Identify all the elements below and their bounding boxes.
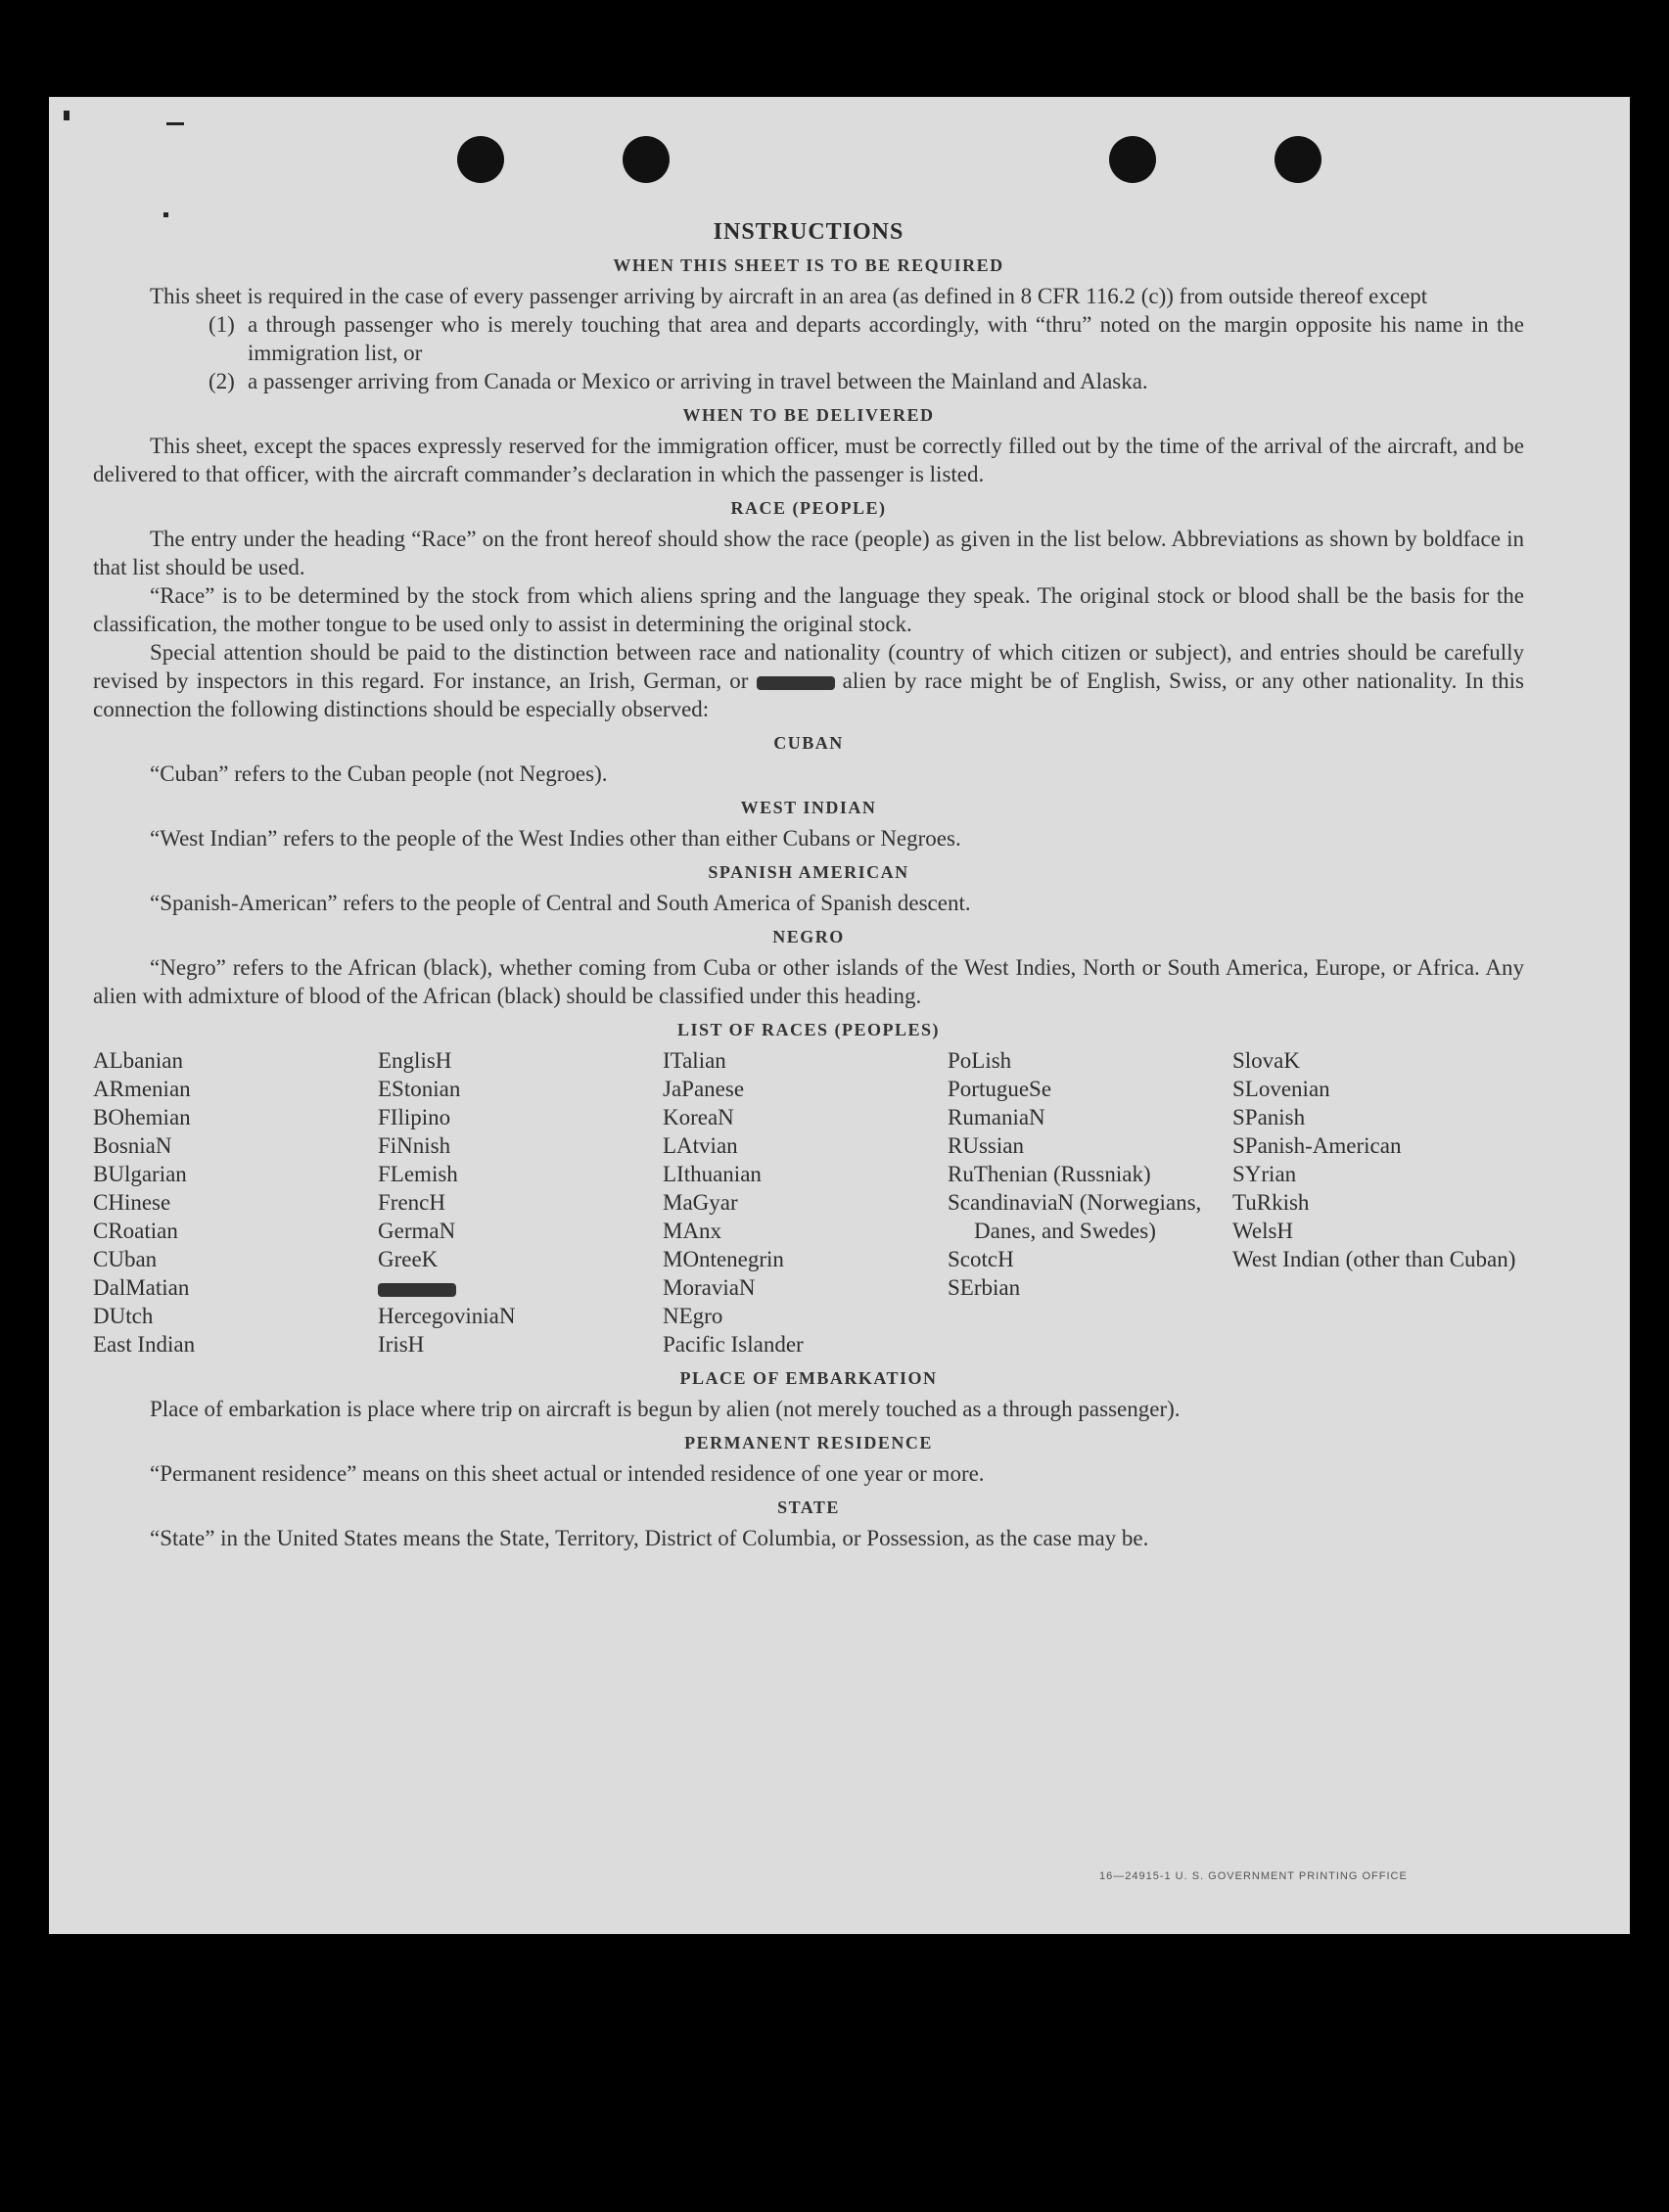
race-item: DUtch — [93, 1304, 154, 1328]
race-item: SPanish — [1232, 1105, 1306, 1129]
race-item: SlovaK — [1232, 1048, 1300, 1073]
punch-hole — [1275, 136, 1321, 183]
race-item: ITalian — [663, 1048, 726, 1073]
page-title: INSTRUCTIONS — [713, 219, 904, 245]
speck — [166, 122, 184, 125]
race-item: SYrian — [1232, 1162, 1297, 1186]
item-text: a through passenger who is merely touching that area and departs accordingly, with “thru” noted on the margin opposite his name in the immigration list, or — [248, 312, 1524, 365]
race-item: LIthuanian — [663, 1162, 762, 1186]
section-heading: RACE (PEOPLE) — [730, 498, 887, 518]
punch-hole — [623, 136, 670, 183]
race-item: RuThenian (Russniak) — [948, 1162, 1151, 1186]
race-item: GreeK — [378, 1247, 439, 1271]
race-item: LAtvian — [663, 1133, 738, 1158]
race-item: MOntenegrin — [663, 1247, 784, 1271]
paragraph-part: Special attention should be paid to the distinction between race and nationality (country of which citizen or subject), and entries should be carefully revised by inspectors in this regard. For instance, an Irish, German, or — [93, 640, 1524, 693]
race-item: West Indian (other than Cuban) — [1232, 1247, 1516, 1271]
race-item: ScandinaviaN (Norwegians, Danes, and Swedes) — [948, 1190, 1202, 1243]
paragraph — [93, 638, 1524, 723]
list-item — [209, 367, 1524, 395]
race-item: BosniaN — [93, 1133, 172, 1158]
race-column-2 — [378, 1046, 663, 1359]
race-item: SPanish-American — [1232, 1133, 1402, 1158]
instructions-content — [93, 219, 1524, 1552]
section-heading: LIST OF RACES (PEOPLES) — [676, 1020, 941, 1039]
paragraph: “West Indian” refers to the people of the West Indies other than either Cubans or Negroes. — [150, 826, 961, 851]
section-heading: STATE — [777, 1498, 840, 1517]
race-item: EnglisH — [378, 1048, 452, 1073]
race-item: PortugueSe — [948, 1077, 1052, 1101]
paragraph: “Permanent residence” means on this sheet actual or intended residence of one year or more. — [150, 1461, 985, 1486]
race-item: TuRkish — [1232, 1190, 1310, 1215]
redaction-mark — [378, 1283, 456, 1297]
speck — [64, 111, 70, 120]
punch-hole — [457, 136, 504, 183]
section-heading: WEST INDIAN — [740, 798, 877, 817]
paragraph: “Spanish-American” refers to the people of Central and South America of Spanish descent. — [150, 891, 971, 915]
race-column-1 — [93, 1046, 378, 1359]
item-number: (2) — [209, 369, 235, 393]
paragraph: “Cuban” refers to the Cuban people (not Negroes). — [150, 761, 608, 786]
race-item: RumaniaN — [948, 1105, 1045, 1129]
race-column-5 — [1232, 1046, 1517, 1359]
race-item: ALbanian — [93, 1048, 183, 1073]
paragraph: “Negro” refers to the African (black), whether coming from Cuba or other islands of the West Indies, North or South America, Europe, or Africa. Any alien with admixture of blood of the African (black) should be classified under this heading. — [93, 955, 1524, 1008]
race-item-redacted — [378, 1273, 663, 1302]
race-item: FIlipino — [378, 1105, 451, 1129]
race-item: CUban — [93, 1247, 158, 1271]
race-item: EStonian — [378, 1077, 461, 1101]
paragraph: This sheet, except the spaces expressly reserved for the immigration officer, must be correctly filled out by the time of the arrival of the aircraft, and be delivered to that officer, with the aircraft commander’s declaration in which the passenger is listed. — [93, 434, 1524, 486]
race-item: ScotcH — [948, 1247, 1014, 1271]
section-heading: PERMANENT RESIDENCE — [684, 1433, 933, 1452]
section-heading: PLACE OF EMBARKATION — [679, 1368, 938, 1388]
race-item: BOhemian — [93, 1105, 191, 1129]
race-item: FiNnish — [378, 1133, 451, 1158]
race-item: CRoatian — [93, 1219, 178, 1243]
race-item: JaPanese — [663, 1077, 745, 1101]
paragraph-part: alien by race might be of English, Swiss, or any other nationality. In this connection the following distinctions should be especially observed: — [93, 668, 1525, 721]
race-item: FLemish — [378, 1162, 458, 1186]
race-item: RUssian — [948, 1133, 1024, 1158]
race-item: ARmenian — [93, 1077, 191, 1101]
race-item: KoreaN — [663, 1105, 734, 1129]
race-item: MAnx — [663, 1219, 722, 1243]
section-heading: NEGRO — [772, 927, 845, 946]
item-text: a passenger arriving from Canada or Mexico or arriving in travel between the Mainland and Alaska. — [248, 369, 1148, 393]
race-item: MaGyar — [663, 1190, 738, 1215]
race-column-3 — [663, 1046, 948, 1359]
paragraph: The entry under the heading “Race” on the front hereof should show the race (people) as given in the list below. Abbreviations as shown by boldface in that list should be used. — [93, 527, 1524, 579]
race-item: GermaN — [378, 1219, 456, 1243]
race-item: MoraviaN — [663, 1275, 756, 1300]
punch-hole — [1109, 136, 1156, 183]
race-item: CHinese — [93, 1190, 171, 1215]
race-item: NEgro — [663, 1304, 723, 1328]
section-heading: WHEN THIS SHEET IS TO BE REQUIRED — [613, 255, 1004, 275]
section-heading: CUBAN — [773, 733, 844, 753]
race-item: DalMatian — [93, 1275, 190, 1300]
race-item: FrencH — [378, 1190, 445, 1215]
print-footer: 16—24915-1 U. S. GOVERNMENT PRINTING OFFICE — [1099, 1870, 1408, 1882]
item-number: (1) — [209, 312, 235, 337]
race-item: PoLish — [948, 1048, 1012, 1073]
race-column-4 — [948, 1046, 1232, 1359]
race-item: SErbian — [948, 1275, 1021, 1300]
list-item — [209, 310, 1524, 367]
paragraph: Place of embarkation is place where trip on aircraft is begun by alien (not merely touched as a through passenger). — [150, 1397, 1181, 1421]
race-item: WelsH — [1232, 1219, 1294, 1243]
section-heading: SPANISH AMERICAN — [708, 862, 909, 882]
race-list — [93, 1046, 1524, 1359]
race-item: Pacific Islander — [663, 1332, 804, 1357]
redaction-mark — [757, 676, 835, 690]
document-page — [49, 97, 1630, 1934]
speck — [163, 212, 168, 217]
paragraph: “State” in the United States means the State, Territory, District of Columbia, or Possession, as the case may be. — [150, 1526, 1149, 1550]
race-item: IrisH — [378, 1332, 425, 1357]
paragraph: “Race” is to be determined by the stock from which aliens spring and the language they speak. The original stock or blood shall be the basis for the classification, the mother tongue to be used only to assist in determining the original stock. — [93, 583, 1524, 636]
race-item: East Indian — [93, 1332, 196, 1357]
paragraph: This sheet is required in the case of every passenger arriving by aircraft in an area (as defined in 8 CFR 116.2 (c)) from outside thereof except — [150, 284, 1428, 308]
race-item: BUlgarian — [93, 1162, 187, 1186]
race-item: SLovenian — [1232, 1077, 1330, 1101]
section-heading: WHEN TO BE DELIVERED — [682, 405, 935, 425]
race-item: HercegoviniaN — [378, 1304, 516, 1328]
